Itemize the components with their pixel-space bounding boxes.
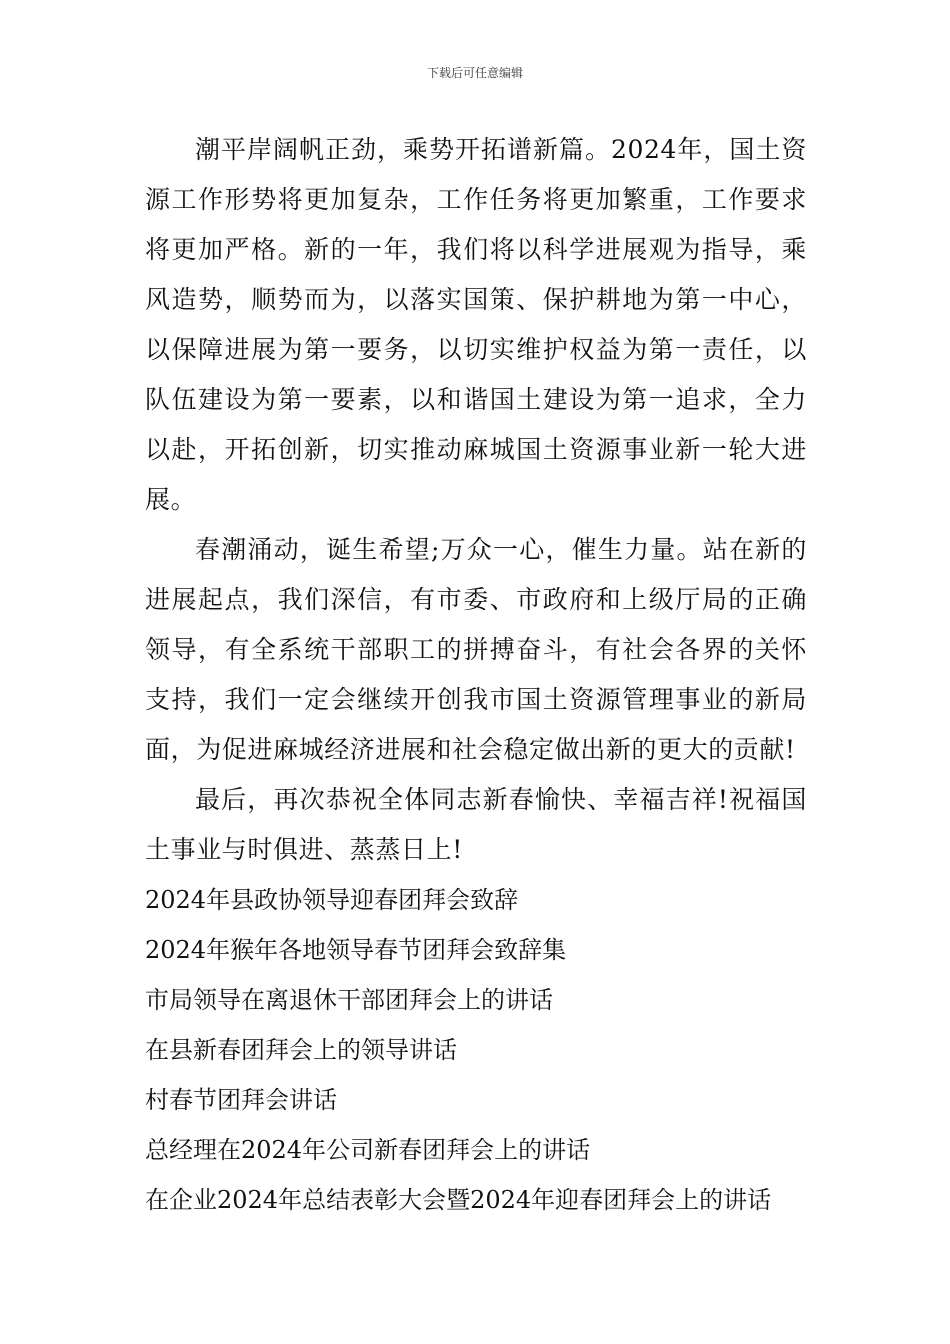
- paragraph-confidence: 春潮涌动，诞生希望;万众一心，催生力量。站在新的进展起点，我们深信，有市委、市政府和上级厅局的正确领导，有全系统干部职工的拼搏奋斗，有社会各界的关怀支持，我们一定会继续开创我市国土资源管理事业的新局面，为促进麻城经济进展和社会稳定做出新的更大的贡献!: [145, 535, 807, 764]
- page-header: 下载后可任意编辑: [426, 66, 523, 80]
- related-link[interactable]: 2024年县政协领导迎春团拜会致辞: [145, 886, 519, 914]
- paragraph-outlook: 潮平岸阔帆正劲，乘势开拓谱新篇。2024年，国土资源工作形势将更加复杂，工作任务将更加繁重，工作要求将更加严格。新的一年，我们将以科学进展观为指导，乘风造势，顺势而为，以落实国策、保护耕地为第一中心，以保障进展为第一要务，以切实维护权益为第一责任，以队伍建设为第一要素，以和谐国土建设为第一追求，全力以赴，开拓创新，切实推动麻城国土资源事业新一轮大进展。: [145, 135, 807, 514]
- related-link[interactable]: 总经理在2024年公司新春团拜会上的讲话: [145, 1136, 591, 1164]
- related-link[interactable]: 2024年猴年各地领导春节团拜会致辞集: [145, 936, 567, 964]
- related-link[interactable]: 村春节团拜会讲话: [145, 1086, 337, 1114]
- related-link[interactable]: 市局领导在离退休干部团拜会上的讲话: [145, 986, 553, 1014]
- related-link[interactable]: 在县新春团拜会上的领导讲话: [145, 1036, 457, 1064]
- related-link[interactable]: 在企业2024年总结表彰大会暨2024年迎春团拜会上的讲话: [145, 1186, 772, 1214]
- document-body: [145, 125, 807, 1225]
- paragraph-closing: 最后，再次恭祝全体同志新春愉快、幸福吉祥!祝福国土事业与时俱进、蒸蒸日上!: [145, 785, 807, 864]
- related-links-list: [145, 875, 807, 1225]
